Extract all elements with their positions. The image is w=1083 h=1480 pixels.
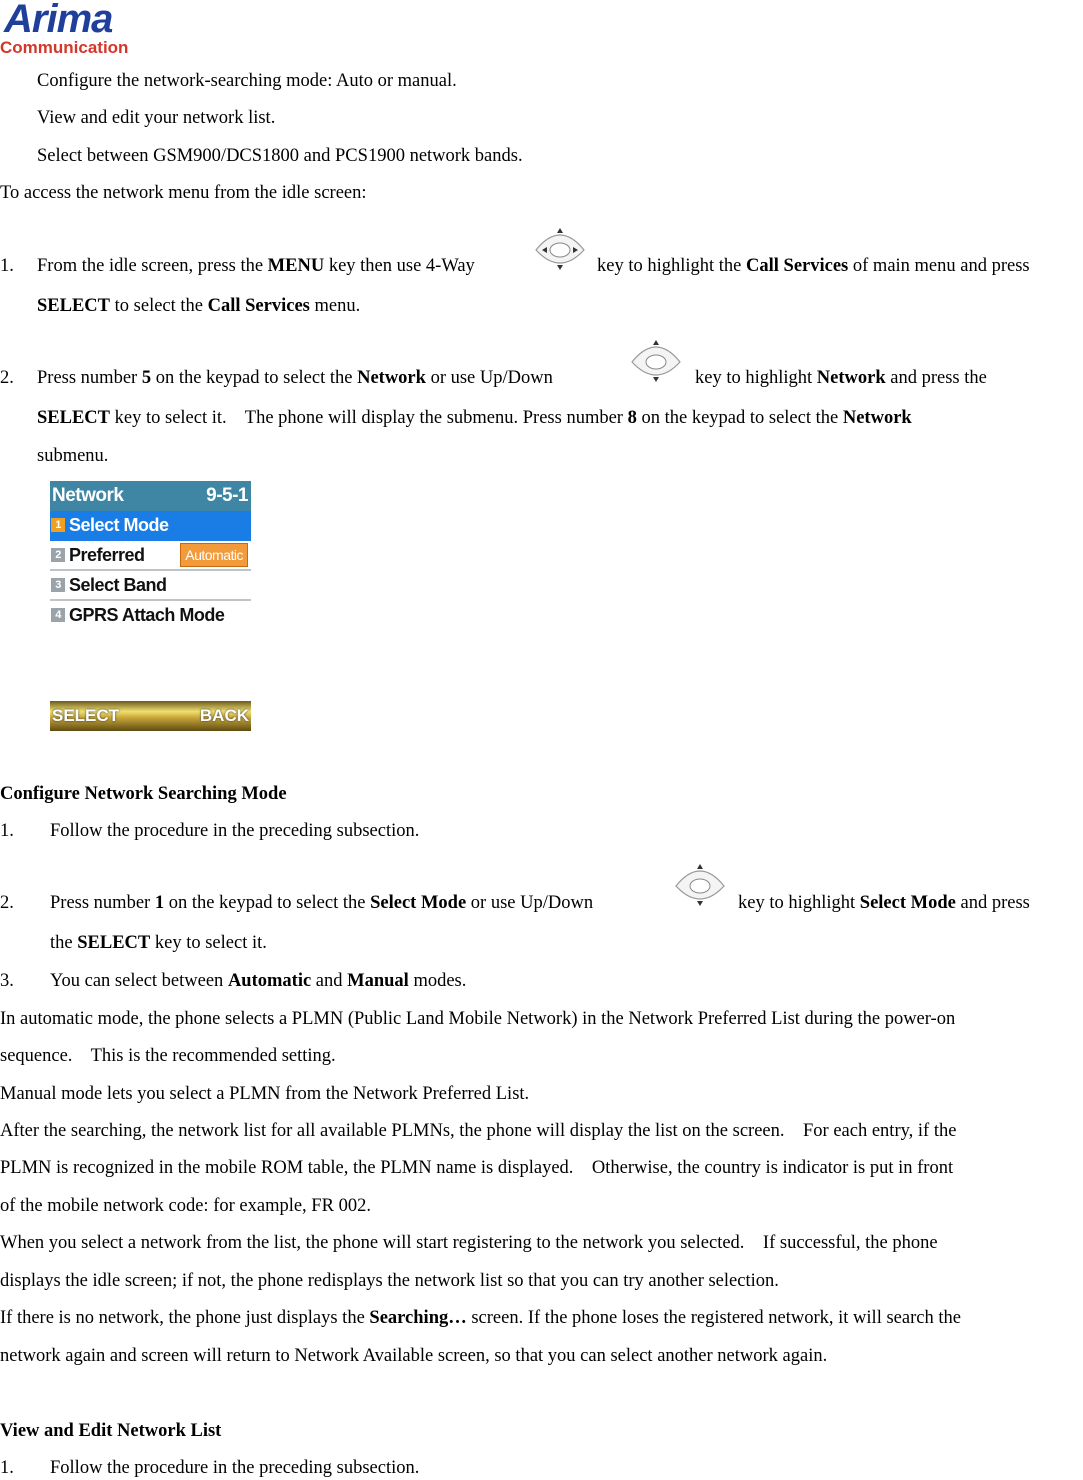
step1-line2: SELECT to select the Call Services menu. (37, 296, 361, 316)
step2-line3: submenu. (37, 446, 109, 466)
section1-step2-line1: Press number 1 on the keypad to select the Select Mode or use Up/Down (50, 893, 594, 913)
step2-line1: Press number 5 on the keypad to select the Network or use Up/Down (37, 368, 553, 388)
access-heading: To access the network menu from the idle screen: (0, 183, 367, 203)
para-searching-2: PLMN is recognized in the mobile ROM table, the PLMN name is displayed. Otherwise, the country is indicator is put in front (0, 1158, 954, 1178)
section1-step3-number: 3. (0, 971, 14, 991)
phone-menu-item[interactable] (50, 541, 251, 571)
up-down-nav-key-icon (626, 332, 686, 388)
section1-step1: Follow the procedure in the preceding subsection. (50, 821, 420, 841)
para-no-network-2: network again and screen will return to Network Available screen, so that you can select another network again. (0, 1346, 828, 1366)
menu-item-number: 3 (51, 578, 65, 592)
para-searching-1: After the searching, the network list for all available PLMNs, the phone will display the list on the screen. For each entry, if the (0, 1121, 957, 1141)
step1-number: 1. (0, 256, 14, 276)
softkey-back[interactable]: BACK (199, 706, 249, 725)
para-automatic-1: In automatic mode, the phone selects a PLMN (Public Land Mobile Network) in the Network Preferred List during the power-on (0, 1009, 956, 1029)
intro-line-1: Configure the network-searching mode: Auto or manual. (37, 71, 457, 91)
section1-step3: You can select between Automatic and Manual modes. (50, 971, 467, 991)
phone-softkey-bar (50, 701, 251, 731)
phone-screen (50, 481, 251, 731)
para-searching-3: of the mobile network code: for example, FR 002. (0, 1196, 371, 1216)
softkey-select[interactable]: SELECT (52, 706, 120, 725)
phone-menu-item[interactable] (50, 601, 251, 629)
para-register-1: When you select a network from the list, the phone will start registering to the network you selected. If successful, the phone (0, 1233, 938, 1253)
arima-logo: Arima (4, 0, 113, 41)
para-no-network-1: If there is no network, the phone just displays the Searching… screen. If the phone loses the registered network, it will search the (0, 1308, 961, 1328)
phone-menu-code: 9-5-1 (206, 485, 248, 506)
step2-line2: SELECT key to select it. The phone will display the submenu. Press number 8 on the keypad to select the Network (37, 408, 912, 428)
menu-item-label: GPRS Attach Mode (69, 605, 225, 625)
para-automatic-2: sequence. This is the recommended setting. (0, 1046, 336, 1066)
section2-step1-number: 1. (0, 1458, 14, 1478)
four-way-nav-key-icon (530, 220, 590, 276)
section1-step2-line2: the SELECT key to select it. (50, 933, 267, 953)
menu-item-label: Select Band (69, 575, 167, 595)
intro-line-3: Select between GSM900/DCS1800 and PCS1900 network bands. (37, 146, 523, 166)
section2-step1: Follow the procedure in the preceding subsection. (50, 1458, 420, 1478)
phone-menu-item[interactable] (50, 571, 251, 601)
phone-title-bar (50, 481, 251, 511)
step2-number: 2. (0, 368, 14, 388)
menu-item-number: 4 (51, 608, 65, 622)
section2-heading: View and Edit Network List (0, 1421, 222, 1441)
para-register-2: displays the idle screen; if not, the phone redisplays the network list so that you can try another selection. (0, 1271, 779, 1291)
step1-line1: From the idle screen, press the MENU key then use 4-Way (37, 256, 475, 276)
phone-title: Network (52, 485, 124, 506)
automatic-badge: Automatic (180, 543, 248, 567)
menu-item-label: Select Mode (69, 515, 169, 535)
menu-item-label: Preferred (69, 545, 145, 565)
phone-menu-item[interactable] (50, 511, 251, 541)
section1-step2-line1-cont: key to highlight Select Mode and press (738, 893, 1030, 913)
section1-step1-number: 1. (0, 821, 14, 841)
section1-step2-number: 2. (0, 893, 14, 913)
section1-heading: Configure Network Searching Mode (0, 784, 287, 804)
logo-subtitle: Communication (0, 38, 129, 57)
para-manual: Manual mode lets you select a PLMN from the Network Preferred List. (0, 1084, 530, 1104)
menu-item-number: 1 (51, 518, 65, 532)
step1-line1-cont: key to highlight the Call Services of main menu and press (597, 256, 1030, 276)
intro-line-2: View and edit your network list. (37, 108, 276, 128)
step2-line1-cont: key to highlight Network and press the (695, 368, 987, 388)
menu-item-number: 2 (51, 548, 65, 562)
up-down-nav-key-icon (670, 856, 730, 912)
